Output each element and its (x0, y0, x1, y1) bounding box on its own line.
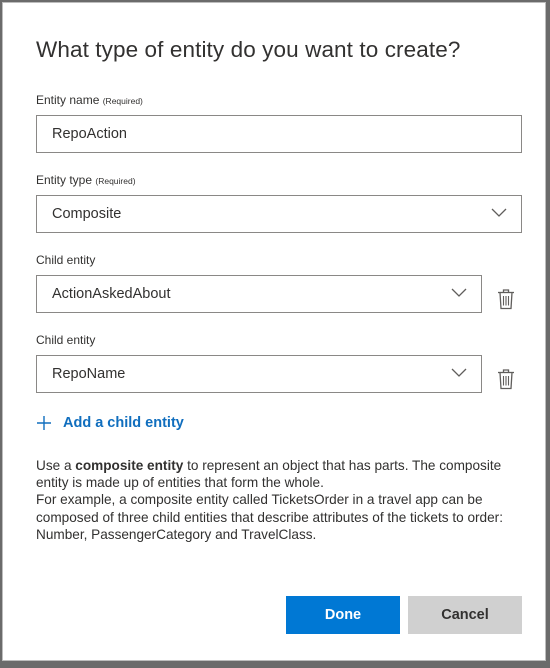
child-entity-dropdown-1[interactable] (36, 275, 482, 313)
entity-name-value: RepoAction (52, 126, 127, 142)
child-entity-value-1: ActionAskedAbout (52, 286, 171, 302)
entity-type-label (36, 173, 136, 187)
child-entity-dropdown-2[interactable] (36, 355, 482, 393)
child-entity-label-1: Child entity (36, 253, 96, 267)
description-example: For example, a composite entity called TicketsOrder in a travel app can be composed of three child entities that describe attributes of the tickets to order: Number, PassengerCategory and TravelClass. (36, 492, 503, 542)
trash-icon[interactable] (497, 288, 515, 310)
add-child-entity-label: Add a child entity (63, 415, 184, 431)
add-child-entity-link[interactable] (36, 412, 184, 434)
chevron-down-icon (451, 368, 467, 378)
cancel-button[interactable]: Cancel (408, 596, 522, 634)
done-button[interactable]: Done (286, 596, 400, 634)
chevron-down-icon (491, 208, 507, 218)
entity-name-label (36, 93, 143, 107)
entity-name-input[interactable] (36, 115, 522, 153)
entity-type-value: Composite (52, 206, 122, 222)
plus-icon (36, 415, 52, 431)
entity-type-label-text: Entity type (36, 173, 93, 187)
entity-type-dropdown[interactable] (36, 195, 522, 233)
entity-name-required-hint: (Required) (102, 96, 143, 106)
create-entity-dialog (2, 2, 546, 661)
entity-type-required-hint: (Required) (95, 176, 136, 186)
chevron-down-icon (451, 288, 467, 298)
composite-entity-description (36, 457, 526, 543)
description-intro (36, 457, 526, 491)
description-post: to represent an object that has parts. The composite entity is made up of entities that form the whole. (36, 458, 502, 491)
trash-icon[interactable] (497, 368, 515, 390)
child-entity-label-2: Child entity (36, 333, 96, 347)
child-entity-value-2: RepoName (52, 366, 126, 382)
dialog-title: What type of entity do you want to create? (36, 37, 461, 62)
entity-name-label-text: Entity name (36, 93, 100, 107)
description-bold-term: composite entity (75, 458, 184, 473)
description-pre: Use a (36, 458, 76, 473)
